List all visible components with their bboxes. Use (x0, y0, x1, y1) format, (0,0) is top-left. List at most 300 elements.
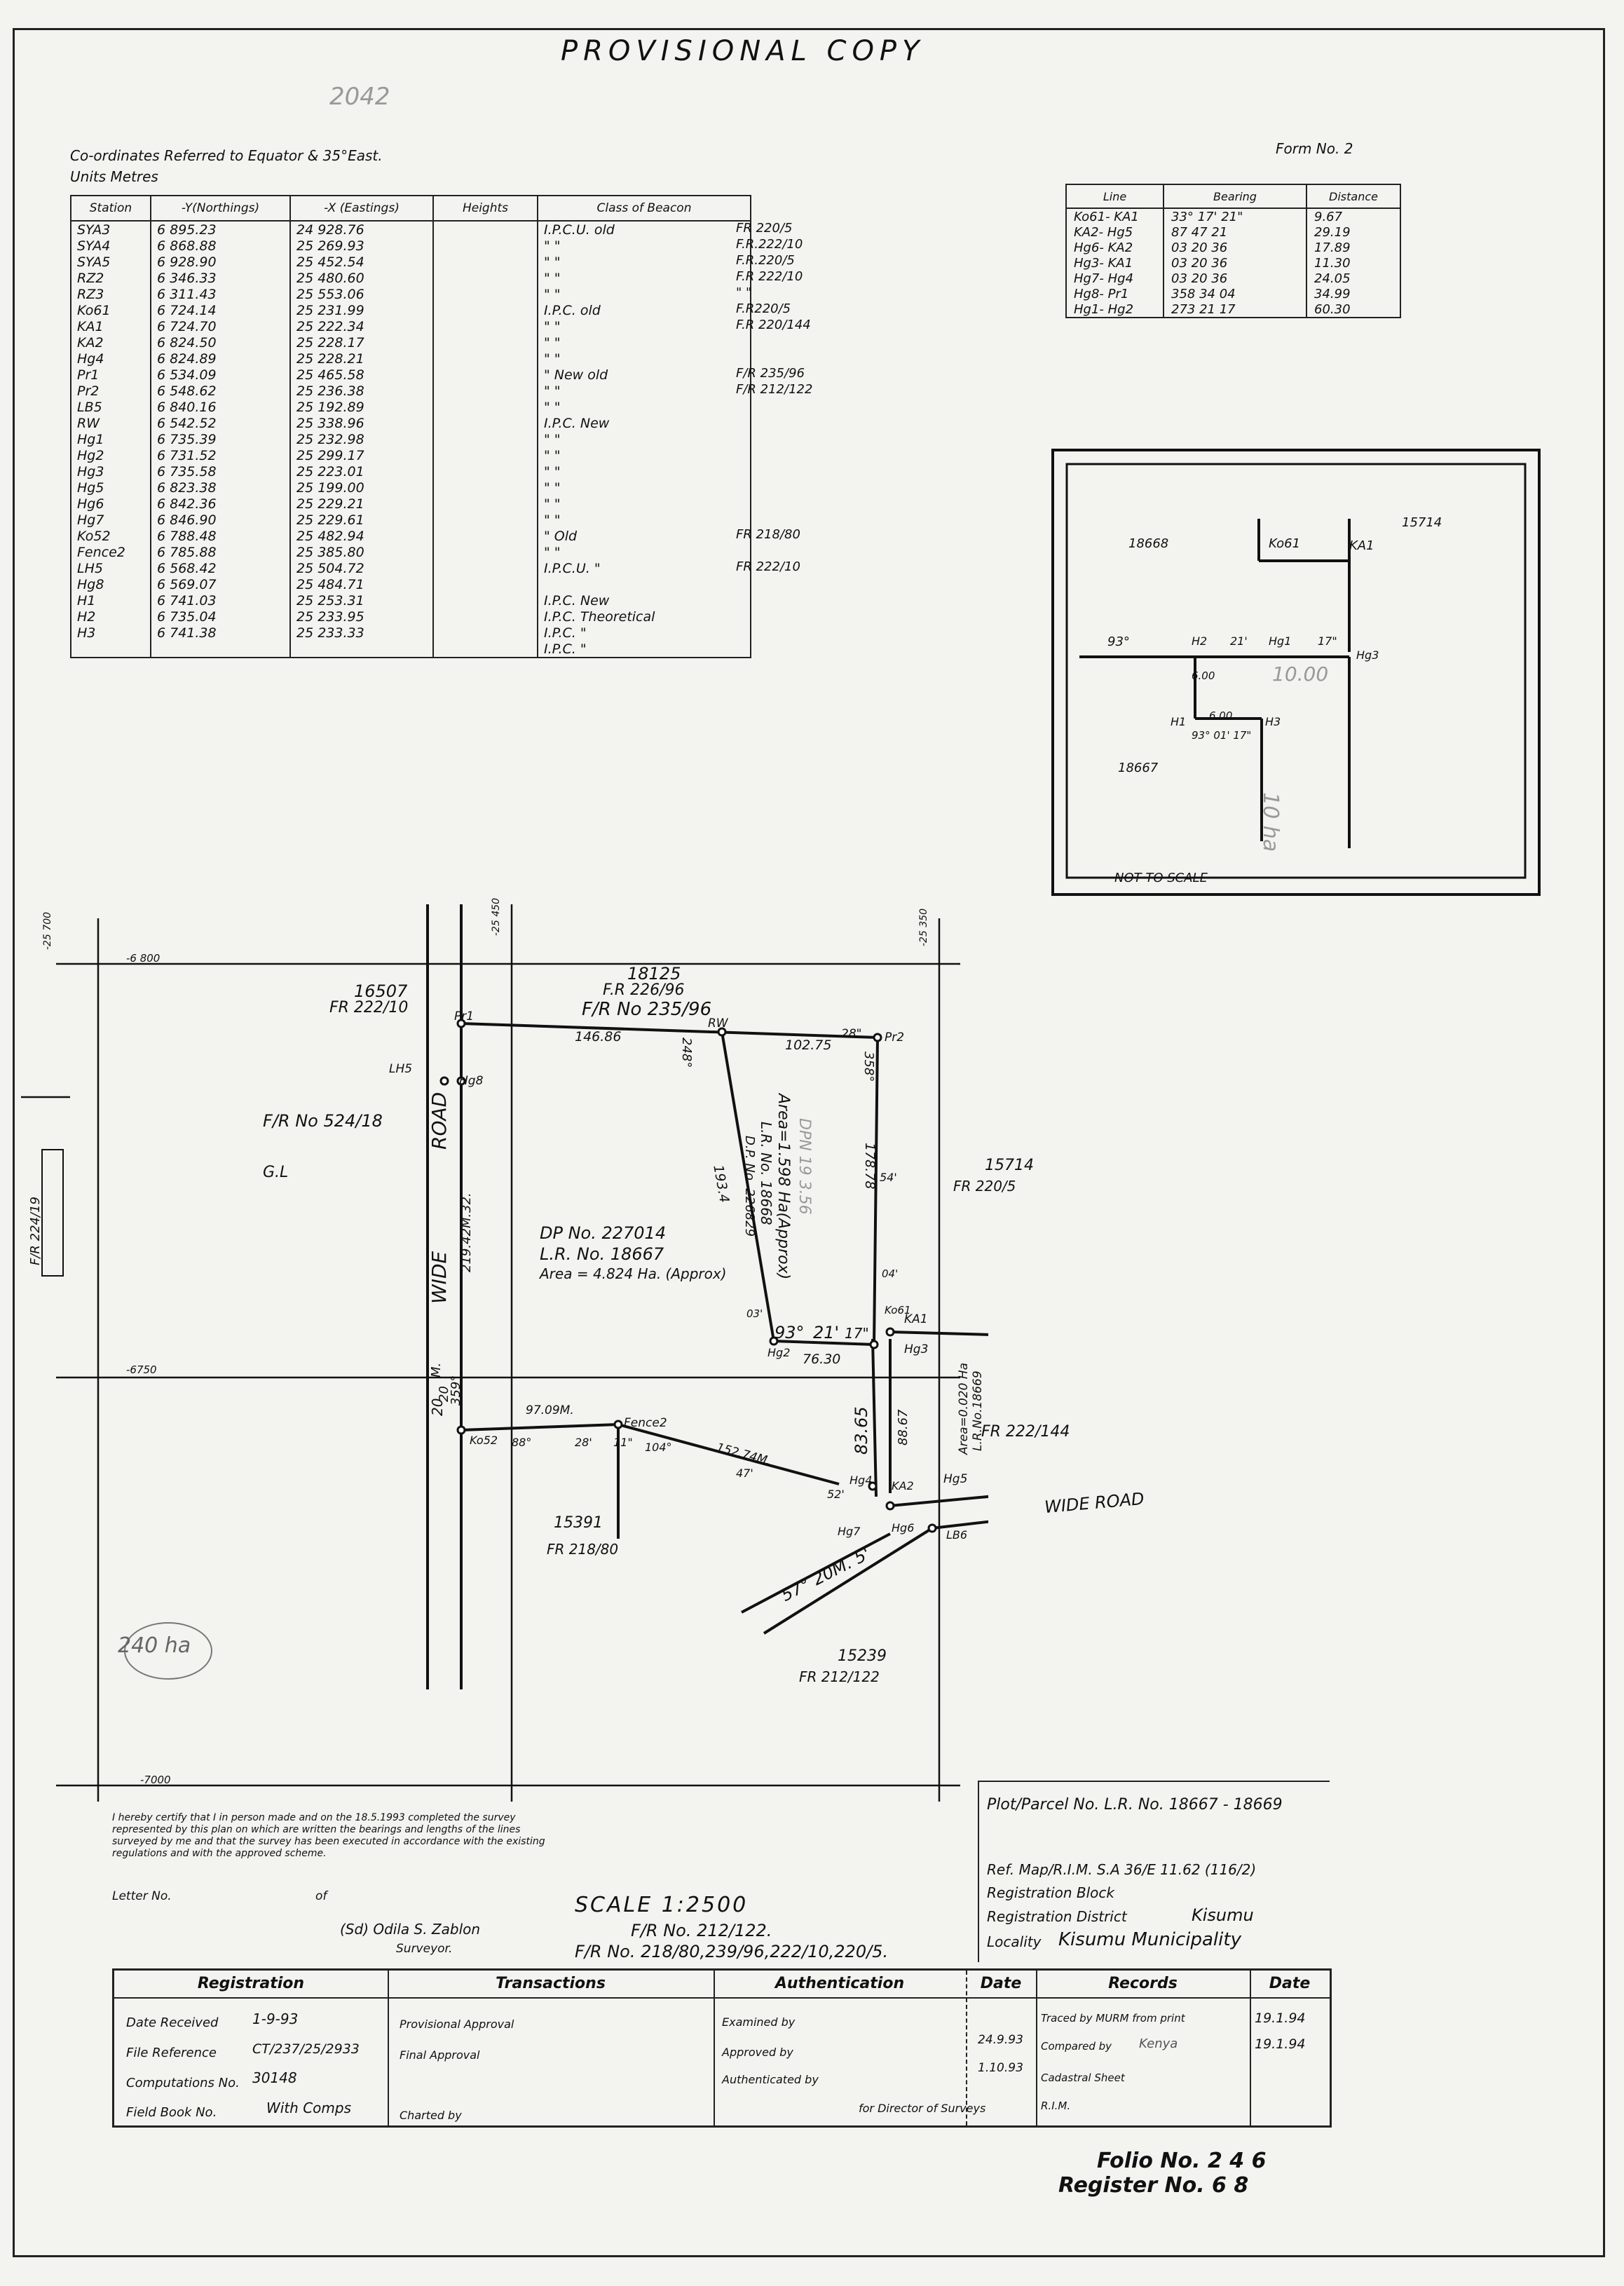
coord-cell: I.P.C. " (538, 625, 751, 641)
coord-row (71, 415, 751, 431)
inset-station-hg3: Hg3 (1356, 648, 1379, 662)
coord-cell: 25 452.54 (290, 254, 433, 270)
coord-cell: I.P.C.U. " (538, 560, 751, 576)
coord-row (71, 528, 751, 544)
coord-cell (433, 528, 538, 544)
bearing-cell: Hg1- Hg2 (1066, 301, 1164, 318)
hdr-authentication: Authentication (714, 1971, 966, 1999)
coord-cell: H2 (71, 608, 151, 625)
coord-cell: 6 842.36 (151, 496, 290, 512)
col-class: Class of Beacon (538, 196, 751, 221)
coord-cell (433, 399, 538, 415)
reg-block: Registration Block (987, 1884, 1114, 1901)
bearing-cell: 03 20 36 (1164, 240, 1306, 255)
bearing-row (1066, 208, 1400, 224)
auth-field-0: Examined by (722, 2015, 796, 2029)
grid-label-e2: -25 350 (918, 908, 929, 946)
fr-reference (736, 576, 812, 592)
coord-cell: 25 229.21 (290, 496, 433, 512)
dim-97: 97.09M. (526, 1403, 574, 1417)
fr-reference (736, 495, 812, 511)
coord-cell (433, 496, 538, 512)
scale-label: SCALE 1:2500 (575, 1893, 749, 1917)
gl-label: G.L (263, 1164, 289, 1181)
coord-cell: " Old (538, 528, 751, 544)
coord-cell: 6 840.16 (151, 399, 290, 415)
coord-cell: I.P.C. New (538, 592, 751, 608)
coord-cell (433, 431, 538, 447)
small-area-lr: L.R.No.18669 (971, 1370, 985, 1451)
inset-station-h2: H2 (1192, 634, 1208, 648)
coord-cell: Hg1 (71, 431, 151, 447)
coord-cell: 25 299.17 (290, 447, 433, 463)
dim-359: 359° (449, 1375, 463, 1406)
ref-map: Ref. Map/R.I.M. S.A 36/E 11.62 (116/2) (987, 1861, 1257, 1878)
grid-label-n1: -6 800 (126, 952, 161, 965)
inset-parcel-15714: 15714 (1402, 515, 1442, 530)
bearing-cell: 9.67 (1306, 208, 1400, 224)
dim-76: 76.30 (803, 1352, 841, 1367)
inset-pencil-dist: 10.00 (1272, 662, 1329, 686)
coord-row (71, 431, 751, 447)
road1-wide: WIDE (428, 1251, 451, 1304)
st-pr2: Pr2 (885, 1030, 905, 1045)
coord-cell: 6 735.04 (151, 608, 290, 625)
letter-no: Letter No. (112, 1889, 172, 1903)
coord-cell (433, 576, 538, 592)
inset-min: 21' (1230, 634, 1248, 648)
dim-47: 47' (736, 1467, 753, 1480)
small-area: Area=0.020 Ha (957, 1362, 971, 1455)
fr-reference: F.R.220/5 (736, 253, 795, 268)
coord-cell: I.P.C. " (538, 641, 751, 658)
coord-row (71, 576, 751, 592)
coord-cell: 6 534.09 (151, 367, 290, 383)
dim-88: 88.67 (896, 1409, 910, 1445)
fr-reference: F.R.222/10 (736, 237, 803, 252)
coord-cell: " " (538, 351, 751, 367)
coord-row (71, 560, 751, 576)
coord-row (71, 463, 751, 479)
coord-cell (433, 560, 538, 576)
parcel-18125: 18125 (627, 964, 681, 984)
coord-cell (433, 447, 538, 463)
coord-cell (433, 641, 538, 658)
grid-label-e1: -25 450 (491, 897, 502, 936)
coord-cell: 6 735.39 (151, 431, 290, 447)
side-area: Area=1.598 Ha(Approx) (775, 1094, 792, 1280)
pencil-dp: DPN 19 3.56 (796, 1118, 813, 1215)
parcel-18125-fr: F.R 226/96 (603, 981, 685, 999)
coord-cell: I.P.C. old (538, 302, 751, 318)
bearing-cell: Hg8- Pr1 (1066, 286, 1164, 301)
parcel-15391-fr: FR 218/80 (547, 1541, 619, 1558)
coord-cell: Hg5 (71, 479, 151, 496)
bearing-cell: 03 20 36 (1164, 271, 1306, 286)
coord-cell: LB5 (71, 399, 151, 415)
reg-field-1: File Reference (126, 2046, 217, 2060)
coord-cell: " " (538, 399, 751, 415)
folio-number: Folio No. 2 4 6 (1097, 2149, 1267, 2173)
coord-cell: 6 741.03 (151, 592, 290, 608)
fr-reference (736, 592, 812, 608)
road2-width: 57° 20M. 5' (778, 1544, 874, 1605)
st-ka2: KA2 (892, 1479, 914, 1492)
reg-field-2: Computations No. (126, 2076, 240, 2090)
coord-cell: KA2 (71, 334, 151, 351)
bearing-row (1066, 286, 1400, 301)
record-date-1: 19.1.94 (1255, 2036, 1306, 2052)
bearing-cell: 11.30 (1306, 255, 1400, 271)
dim-219: 219.42M. (459, 1213, 474, 1272)
coord-cell: Hg2 (71, 447, 151, 463)
coord-cell: 25 484.71 (290, 576, 433, 592)
reg-district-label: Registration District (987, 1908, 1127, 1925)
coord-cell: 25 222.34 (290, 318, 433, 334)
bearing-cell: Hg3- KA1 (1066, 255, 1164, 271)
fr-reference: F/R 212/122 (736, 382, 813, 397)
coord-cell: " " (538, 383, 751, 399)
dim-152: 152.74M. (714, 1441, 772, 1469)
reg-field-3: Field Book No. (126, 2105, 217, 2120)
coord-cell: H3 (71, 625, 151, 641)
fr-reference (736, 447, 812, 463)
coord-cell: " " (538, 270, 751, 286)
coord-row (71, 270, 751, 286)
col-distance: Distance (1306, 184, 1400, 208)
plot-parcel: Plot/Parcel No. L.R. No. 18667 - 18669 (987, 1796, 1283, 1814)
surveyor-signature: (Sd) Odila S. Zablon (340, 1921, 481, 1938)
coord-cell: SYA3 (71, 221, 151, 238)
coord-row (71, 496, 751, 512)
coord-cell (433, 592, 538, 608)
coord-row (71, 286, 751, 302)
dim-93: 93° (775, 1323, 805, 1342)
coord-row (71, 399, 751, 415)
coord-row (71, 238, 751, 254)
side-dp: D.P. No. 226829 (742, 1136, 757, 1237)
scale-fr2: F/R No. 218/80,239/96,222/10,220/5. (575, 1942, 889, 1961)
coord-cell: 25 192.89 (290, 399, 433, 415)
bearing-cell: 34.99 (1306, 286, 1400, 301)
coord-cell (433, 367, 538, 383)
parcel-18125-fr2: F/R No 235/96 (582, 999, 712, 1020)
dim-193: 193.4 (710, 1164, 732, 1204)
bearings-table (1065, 184, 1401, 318)
coord-cell: 25 338.96 (290, 415, 433, 431)
coord-cell: 25 253.31 (290, 592, 433, 608)
coord-cell: " New old (538, 367, 751, 383)
coord-cell: " " (538, 447, 751, 463)
st-hg6: Hg6 (892, 1521, 915, 1535)
coord-cell (433, 302, 538, 318)
st-hg2: Hg2 (767, 1346, 791, 1359)
coord-cell: Hg8 (71, 576, 151, 592)
coord-cell: 6 346.33 (151, 270, 290, 286)
coord-cell: 24 928.76 (290, 221, 433, 238)
coord-row (71, 592, 751, 608)
dim-52: 52' (827, 1488, 845, 1501)
bearing-cell: 33° 17' 21" (1164, 208, 1306, 224)
st-ka1: KA1 (904, 1312, 928, 1326)
st-hg7: Hg7 (838, 1525, 861, 1538)
trans-field-0: Provisional Approval (400, 2018, 514, 2031)
fr-reference (736, 430, 812, 447)
coord-cell: 25 482.94 (290, 528, 433, 544)
coord-cell: 25 236.38 (290, 383, 433, 399)
hdr-records: Records (1036, 1971, 1250, 1999)
bearing-row (1066, 271, 1400, 286)
fr-reference (736, 414, 812, 430)
coord-cell: " " (538, 318, 751, 334)
coord-cell: 25 385.80 (290, 544, 433, 560)
coord-row (71, 302, 751, 318)
coord-cell (433, 286, 538, 302)
reg-field-0: Date Received (126, 2015, 219, 2030)
coord-cell: SYA4 (71, 238, 151, 254)
coord-cell: Hg7 (71, 512, 151, 528)
coord-cell: 6 731.52 (151, 447, 290, 463)
scale-fr1: F/R No. 212/122. (631, 1921, 772, 1940)
coord-cell: 6 735.58 (151, 463, 290, 479)
coord-cell: 25 228.17 (290, 334, 433, 351)
bearing-cell: 03 20 36 (1164, 255, 1306, 271)
coord-cell: " " (538, 431, 751, 447)
auth-field-1: Approved by (722, 2046, 793, 2059)
coord-cell (433, 221, 538, 238)
dim-178: 178.78 (862, 1143, 878, 1190)
coord-cell: 25 465.58 (290, 367, 433, 383)
coord-cell: " " (538, 463, 751, 479)
dim-83: 83.65 (852, 1406, 871, 1455)
coord-cell (433, 608, 538, 625)
fr-vertical: F/R 224/19 (28, 1197, 43, 1265)
coord-cell: " " (538, 479, 751, 496)
dim-03: 03' (746, 1307, 763, 1320)
coord-cell (433, 544, 538, 560)
coord-row (71, 318, 751, 334)
coord-cell: " " (538, 544, 751, 560)
inset-station-ko61: Ko61 (1269, 536, 1301, 551)
hdr-date: Date (966, 1971, 1036, 1999)
st-rw: RW (708, 1016, 728, 1030)
coord-cell (71, 641, 151, 658)
bearing-cell: 358 34 04 (1164, 286, 1306, 301)
trans-field-1: Final Approval (400, 2048, 480, 2062)
grid-label-n2: -6750 (126, 1363, 157, 1376)
bearing-cell: 273 21 17 (1164, 301, 1306, 318)
coord-cell: 6 741.38 (151, 625, 290, 641)
dim-102: 102.75 (785, 1037, 832, 1053)
record-field-3: R.I.M. (1041, 2100, 1071, 2112)
coord-cell: I.P.C. New (538, 415, 751, 431)
coord-cell (538, 576, 751, 592)
inset-station-h1: H1 (1171, 715, 1187, 728)
fr-reference (736, 511, 812, 527)
fr-reference (736, 608, 812, 624)
coord-cell (433, 512, 538, 528)
coord-cell: 6 846.90 (151, 512, 290, 528)
coord-cell: RZ3 (71, 286, 151, 302)
grid-label-n3: -7000 (140, 1774, 171, 1786)
inset-bearing: 93° 01' 17" (1192, 729, 1252, 742)
col-eastings: -X (Eastings) (290, 196, 433, 221)
bearing-row (1066, 224, 1400, 240)
record-date-0: 19.1.94 (1255, 2011, 1306, 2026)
inset-parcel-18668: 18668 (1128, 536, 1169, 551)
dim-17: 17" (845, 1325, 869, 1342)
coord-cell: 6 548.62 (151, 383, 290, 399)
auth-date-1: 1.10.93 (978, 2061, 1023, 2075)
coord-cell: I.P.C. Theoretical (538, 608, 751, 625)
coord-reference: Co-ordinates Referred to Equator & 35°East. (70, 147, 383, 164)
coord-cell: SYA5 (71, 254, 151, 270)
coord-cell (433, 334, 538, 351)
fr-reference (736, 398, 812, 414)
bearing-cell: Hg6- KA2 (1066, 240, 1164, 255)
inset-dim-a: 6.00 (1192, 669, 1215, 682)
main-area: Area = 4.824 Ha. (Approx) (540, 1265, 727, 1282)
bearing-cell: 87 47 21 (1164, 224, 1306, 240)
coord-row (71, 447, 751, 463)
inset-station-hg1: Hg1 (1269, 634, 1292, 648)
dim-28s: 28" (841, 1027, 862, 1041)
coord-row (71, 544, 751, 560)
coord-cell: Pr2 (71, 383, 151, 399)
coord-cell: 6 542.52 (151, 415, 290, 431)
fr-reference: FR 220/5 (736, 221, 793, 236)
register-number: Register No. 6 8 (1058, 2173, 1249, 2198)
surveyor-role: Surveyor. (396, 1942, 453, 1956)
fr-reference (736, 334, 812, 350)
coord-row (71, 351, 751, 367)
bearing-cell: Ko61- KA1 (1066, 208, 1164, 224)
coord-cell: 6 895.23 (151, 221, 290, 238)
coord-row (71, 334, 751, 351)
coord-row (71, 221, 751, 238)
coord-cell: 25 269.93 (290, 238, 433, 254)
coord-cell: Pr1 (71, 367, 151, 383)
coord-cell (433, 238, 538, 254)
dim-21: 21' (813, 1323, 840, 1342)
coord-cell: Ko61 (71, 302, 151, 318)
dim-104: 104° (645, 1441, 672, 1454)
st-hg5: Hg5 (943, 1472, 968, 1486)
dim-88deg: 88° (512, 1436, 532, 1449)
hdr-date-2: Date (1250, 1971, 1330, 1999)
coordinates-table (70, 195, 751, 658)
coord-cell (433, 479, 538, 496)
coord-cell (433, 383, 538, 399)
coord-cell: 25 228.21 (290, 351, 433, 367)
inset-station-ka1: KA1 (1349, 538, 1374, 553)
coord-cell (151, 641, 290, 658)
letter-of: of (315, 1889, 327, 1903)
dim-20: 20 (437, 1386, 451, 1402)
coord-cell: 6 568.42 (151, 560, 290, 576)
coord-cell: Hg3 (71, 463, 151, 479)
col-heights: Heights (433, 196, 538, 221)
record-field-1: Compared by (1041, 2040, 1112, 2053)
road1-unit: M. (429, 1362, 444, 1377)
coord-cell: 25 229.61 (290, 512, 433, 528)
reg-value-3: With Comps (266, 2100, 352, 2116)
dim-11s: 11" (613, 1436, 633, 1449)
coord-cell: 6 868.88 (151, 238, 290, 254)
parcel-15391: 15391 (554, 1514, 603, 1532)
record-field-2: Cadastral Sheet (1041, 2071, 1125, 2084)
coord-cell: Hg6 (71, 496, 151, 512)
main-dp-no: DP No. 227014 (540, 1223, 667, 1243)
certificate-text: I hereby certify that I in person made and on the 18.5.1993 completed the survey represented by this plan on which are written the bearings and lengths of the lines surveyed by me and that the survey has been executed in accordance with the existing regulations and with the approved scheme. (112, 1812, 545, 1859)
reg-district: Kisumu (1192, 1905, 1254, 1925)
reg-value-2: 30148 (252, 2069, 297, 2086)
inset-pencil-area: 10 ha (1258, 792, 1283, 852)
coord-row (71, 641, 751, 658)
coord-cell: RW (71, 415, 151, 431)
road1-road: ROAD (428, 1091, 451, 1150)
coord-cell: 25 223.01 (290, 463, 433, 479)
fr-reference: " " (736, 285, 752, 300)
col-station: Station (71, 196, 151, 221)
locality: Kisumu Municipality (1058, 1929, 1241, 1950)
coord-cell: 6 785.88 (151, 544, 290, 560)
st-lh5: LH5 (389, 1062, 413, 1076)
reg-value-0: 1-9-93 (252, 2011, 299, 2027)
st-lb6: LB6 (946, 1528, 968, 1542)
fr-reference: F.R 220/144 (736, 318, 811, 332)
dim-04: 04' (882, 1267, 899, 1280)
fr-reference: F.R 222/10 (736, 269, 803, 284)
coord-cell: 6 569.07 (151, 576, 290, 592)
coord-units: Units Metres (70, 168, 158, 185)
fr-reference (736, 479, 812, 495)
dim-32: 32. (459, 1192, 474, 1213)
coord-cell (433, 625, 538, 641)
coord-cell: 25 199.00 (290, 479, 433, 496)
fr-reference: F/R 235/96 (736, 366, 805, 381)
inset-sec: 17" (1318, 634, 1337, 648)
form-number: Form No. 2 (1276, 140, 1353, 157)
coord-cell: Fence2 (71, 544, 151, 560)
bearing-cell: 17.89 (1306, 240, 1400, 255)
auth-date-0: 24.9.93 (978, 2033, 1023, 2047)
fr-reference (736, 543, 812, 559)
inset-not-to-scale: NOT TO SCALE (1114, 871, 1208, 885)
coord-cell: Hg4 (71, 351, 151, 367)
coord-cell (433, 254, 538, 270)
coord-cell: 25 231.99 (290, 302, 433, 318)
coord-row (71, 383, 751, 399)
coord-cell: 25 553.06 (290, 286, 433, 302)
bearing-row (1066, 255, 1400, 271)
col-northings: -Y(Northings) (151, 196, 290, 221)
coord-cell: " " (538, 512, 751, 528)
coord-cell: 25 233.33 (290, 625, 433, 641)
dim-28m: 28' (575, 1436, 592, 1449)
fr-mid: FR 222/144 (981, 1423, 1070, 1441)
coord-cell: 6 788.48 (151, 528, 290, 544)
coord-cell: LH5 (71, 560, 151, 576)
coord-cell: 6 928.90 (151, 254, 290, 270)
parcel-16507-fr: FR 222/10 (329, 999, 409, 1016)
coord-cell: " " (538, 334, 751, 351)
st-fence2: Fence2 (624, 1416, 667, 1430)
st-hg4: Hg4 (849, 1474, 873, 1487)
coord-row (71, 512, 751, 528)
trans-field-2: Charted by (400, 2109, 462, 2122)
coord-cell (433, 415, 538, 431)
